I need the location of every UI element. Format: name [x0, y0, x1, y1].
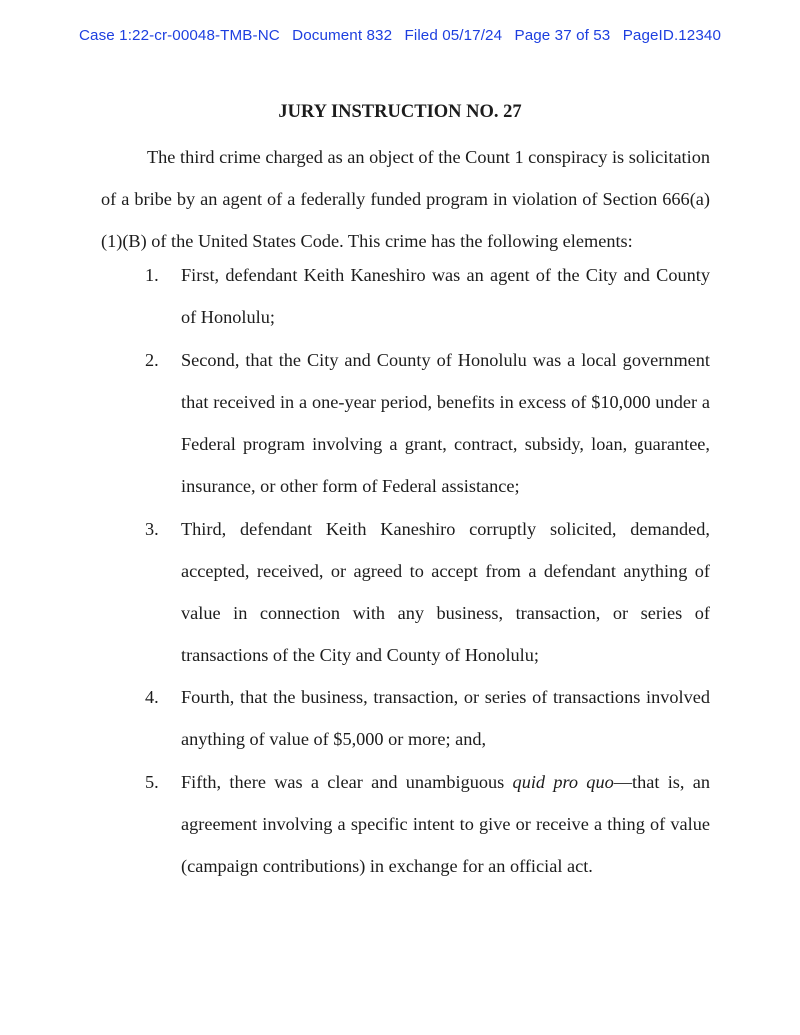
- item-number: 2.: [145, 350, 159, 370]
- page-number: Page 37 of 53: [514, 27, 611, 44]
- page-title: JURY INSTRUCTION NO. 27: [278, 102, 522, 122]
- item-text: Third, defendant Keith Kaneshiro corruptly solicited, demanded, accepted, received, or agreed to accept from a defendant anything of value in connection with any business, transaction, or series of transactions of the City and County of Honolulu;: [181, 519, 710, 665]
- page-id: PageID.12340: [622, 27, 721, 44]
- intro-paragraph: The third crime charged as an object of the Count 1 conspiracy is solicitation of a bribe by an agent of a federally funded program in violation of Section 666(a)(1)(B) of the United States Code. This crime has the following elements:: [101, 147, 710, 251]
- item-text-end: —that is, an agreement involving a specific intent to give or receive a thing of value (campaign contributions) in exchange for an official act.: [181, 772, 710, 876]
- item-text: Fourth, that the business, transaction, or series of transactions involved anything of value of $5,000 or more; and,: [181, 687, 710, 749]
- item-number: 5.: [145, 772, 159, 792]
- item-text-start: Fifth, there was a clear and unambiguous: [181, 772, 513, 792]
- document-number: Document 832: [292, 27, 393, 44]
- item-number: 4.: [145, 687, 159, 707]
- item-text: Second, that the City and County of Honolulu was a local government that received in a one-year period, benefits in excess of $10,000 under a Federal program involving a grant, contract, subsidy, loan, guarantee, insurance, or other form of Federal assistance;: [181, 350, 710, 496]
- filed-date: Filed 05/17/24: [404, 27, 503, 44]
- case-header: [0, 27, 800, 44]
- item-text: [181, 761, 710, 887]
- item-text-italic: quid pro quo: [512, 772, 614, 792]
- item-number: 1.: [145, 265, 159, 285]
- item-text: First, defendant Keith Kaneshiro was an agent of the City and County of Honolulu;: [181, 265, 710, 327]
- item-number: 3.: [145, 519, 159, 539]
- case-number: Case 1:22-cr-00048-TMB-NC: [78, 27, 280, 44]
